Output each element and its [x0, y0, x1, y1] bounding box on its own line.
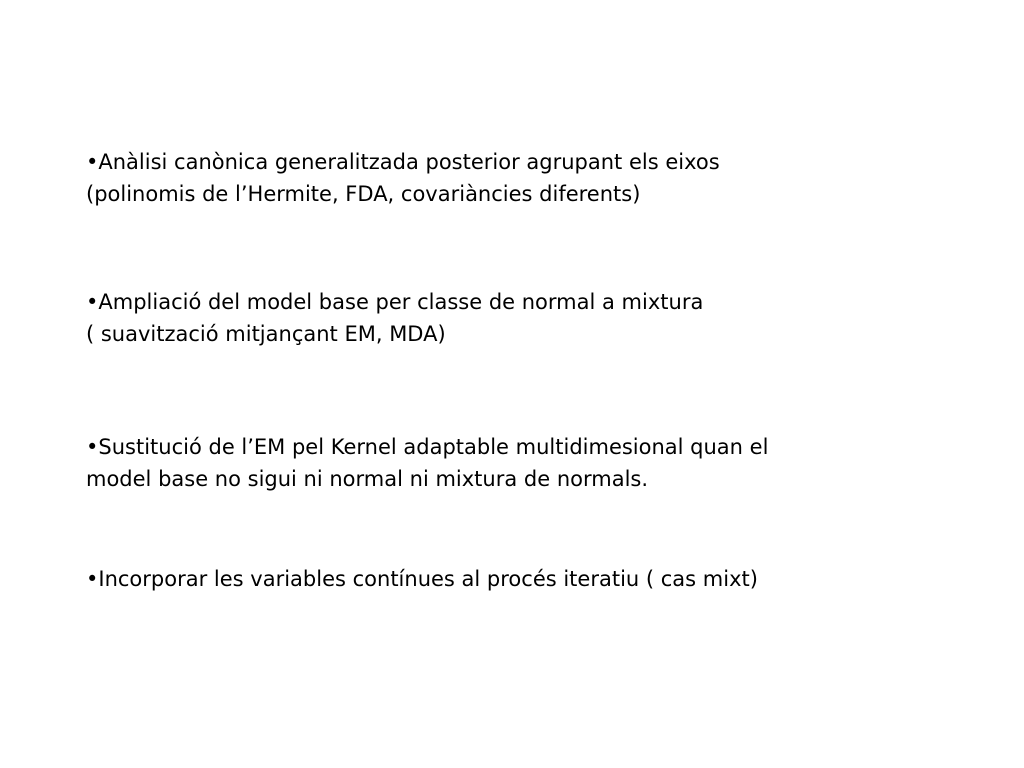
bullet-line: •Sustitució de l’EM pel Kernel adaptable multidimesional quan el	[86, 435, 769, 459]
bullet-line: •Anàlisi canònica generalitzada posterior agrupant els eixos	[86, 150, 720, 174]
bullet-item-base-model-extension	[86, 286, 966, 350]
bullet-line: (polinomis de l’Hermite, FDA, covariàncies diferents)	[86, 182, 641, 206]
bullet-item-continuous-variables	[86, 563, 966, 595]
bullet-line: •Ampliació del model base per classe de normal a mixtura	[86, 290, 704, 314]
bullet-item-kernel-substitution	[86, 431, 966, 495]
bullet-item-generalized-canonical-analysis	[86, 146, 966, 210]
bullet-line: •Incorporar les variables contínues al procés iteratiu ( cas mixt)	[86, 567, 758, 591]
bullet-line: model base no sigui ni normal ni mixtura de normals.	[86, 467, 649, 491]
bullet-line: ( suavització mitjançant EM, MDA)	[86, 322, 446, 346]
